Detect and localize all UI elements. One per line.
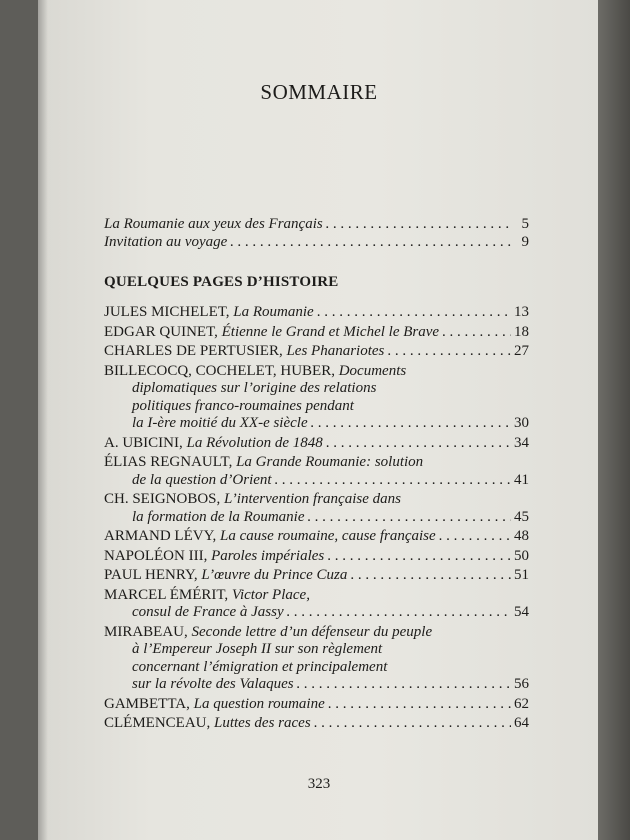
toc-work-title: La cause roumaine, cause française: [219, 528, 436, 544]
toc-page-number: 54: [514, 604, 529, 620]
toc-author: EDGAR QUINET,: [104, 323, 222, 340]
toc-entry-continuation: [104, 604, 529, 622]
toc-entry: [104, 715, 529, 733]
toc-entry: [104, 548, 529, 566]
toc-title: La Roumanie aux yeux des Français: [104, 216, 323, 232]
toc-entry-first-line: [104, 343, 529, 361]
toc-entry-first-line: [104, 491, 529, 509]
toc-entry-heading: [104, 324, 439, 342]
toc-work-title: Étienne le Grand et Michel le Brave: [221, 323, 440, 340]
toc-entry-continuation: [104, 509, 529, 527]
toc-entry-continuation: [104, 398, 529, 416]
toc-entry-heading: [104, 624, 432, 640]
toc-entry-first-line: [104, 324, 529, 342]
toc-author: NAPOLÉON III,: [104, 547, 212, 564]
toc-entry-first-line: [104, 587, 529, 605]
toc-entry-first-line: [104, 624, 529, 642]
toc-author: JULES MICHELET,: [104, 304, 234, 320]
toc-page-number: 50: [514, 547, 529, 564]
toc-work-title: L’intervention française dans: [224, 491, 401, 507]
toc-page-number: 56: [514, 676, 529, 692]
intro-list: [104, 216, 529, 251]
page-edge: [598, 0, 630, 840]
toc-entry-heading: [104, 715, 311, 733]
section-heading: QUELQUES PAGES D’HISTOIRE: [104, 274, 339, 290]
toc-work-title: Seconde lettre d’un défenseur du peuple: [191, 623, 433, 640]
toc-entry-first-line: [104, 715, 529, 733]
toc-entry: [104, 491, 529, 526]
toc-entry-continuation: [104, 415, 529, 433]
toc-author: BILLECOCQ, COCHELET, HUBER,: [104, 362, 339, 379]
toc-continuation-text: la formation de la Roumanie: [132, 508, 305, 525]
toc-page-number: 51: [514, 567, 529, 583]
toc-work-title: Paroles impériales: [211, 547, 325, 564]
toc-work-title: La Roumanie: [233, 304, 314, 320]
toc-entry-first-line: [104, 435, 529, 453]
dot-leader: [327, 548, 511, 566]
toc-entry: [104, 454, 529, 489]
toc-work-title: La Révolution de 1848: [186, 434, 323, 451]
toc-page-number: 9: [521, 233, 529, 250]
dot-leader: [311, 415, 511, 433]
toc-page-number: 27: [514, 343, 529, 359]
page-number: 323: [307, 776, 331, 792]
toc-entry-first-line: [104, 454, 529, 472]
toc-entry: [104, 304, 529, 322]
toc-continuation-text: la I-ère moitié du XX-e siècle: [132, 415, 308, 431]
toc-entry-heading: [104, 343, 384, 361]
dot-leader: [317, 304, 511, 322]
toc-author: PAUL HENRY,: [104, 567, 202, 583]
toc-continuation-text: de la question d’Orient: [132, 471, 272, 488]
toc-entry: [104, 567, 529, 585]
toc-work-title: L’œuvre du Prince Cuza: [201, 567, 348, 583]
toc-entry-heading: [104, 528, 436, 546]
toc-entry-first-line: [104, 528, 529, 546]
toc-entry: [104, 435, 529, 453]
toc-page-number: 48: [514, 528, 529, 544]
toc-work-title: Documents: [338, 362, 407, 379]
toc-author: ARMAND LÉVY,: [104, 528, 220, 544]
toc-entry-continuation: [104, 659, 529, 677]
toc-work-title: Luttes des races: [214, 715, 311, 731]
toc-author: MARCEL ÉMÉRIT,: [104, 586, 232, 603]
toc-entry: [104, 528, 529, 546]
toc-entry: [104, 324, 529, 342]
dot-leader: [314, 715, 511, 733]
toc-entry-continuation: [104, 641, 529, 659]
toc-entry-first-line: [104, 304, 529, 322]
toc-entry-heading: [104, 435, 323, 453]
toc-page-number: 45: [514, 508, 529, 525]
dot-leader: [387, 343, 511, 361]
dot-leader: [326, 435, 511, 453]
toc-page-number: 5: [521, 216, 529, 232]
dot-leader: [308, 509, 512, 527]
toc-author: CLÉMENCEAU,: [104, 715, 214, 731]
toc-entry-heading: [104, 548, 324, 566]
toc-page-number: 62: [514, 695, 529, 712]
toc-entry: [104, 624, 529, 694]
dot-leader: [297, 676, 511, 694]
toc-work-title: La question roumaine: [193, 695, 325, 712]
toc-entry-heading: [104, 491, 401, 507]
toc-entries: [104, 304, 529, 735]
toc-continuation-text: à l’Empereur Joseph II sur son règlement: [132, 641, 383, 657]
toc-entry-continuation: [104, 380, 529, 398]
toc-author: MIRABEAU,: [104, 623, 192, 640]
dot-leader: [439, 528, 511, 546]
toc-author: CHARLES DE PERTUSIER,: [104, 343, 287, 359]
dot-leader: [287, 604, 511, 622]
dot-leader: [328, 696, 511, 714]
toc-work-title: La Grande Roumanie: solution: [236, 454, 424, 470]
toc-page-number: 34: [514, 434, 529, 451]
toc-entry-first-line: [104, 548, 529, 566]
toc-row: [104, 234, 529, 252]
dot-leader: [350, 567, 511, 585]
toc-author: CH. SEIGNOBOS,: [104, 491, 225, 507]
toc-entry: [104, 696, 529, 714]
toc-entry-heading: [104, 587, 310, 603]
toc-entry-first-line: [104, 567, 529, 585]
dot-leader: [326, 216, 512, 234]
toc-page-number: 64: [514, 715, 529, 731]
dot-leader: [230, 234, 512, 252]
toc-continuation-text: diplomatiques sur l’origine des relations: [132, 380, 377, 396]
dot-leader: [442, 324, 511, 342]
toc-title: Invitation au voyage: [104, 233, 228, 250]
toc-entry-heading: [104, 696, 325, 714]
toc-entry-first-line: [104, 696, 529, 714]
toc-row: [104, 216, 529, 234]
toc-continuation-text: concernant l’émigration et principalement: [132, 658, 388, 675]
page-spine-shadow: [38, 0, 48, 840]
toc-entry-continuation: [104, 472, 529, 490]
page-title: SOMMAIRE: [260, 80, 378, 104]
dot-leader: [275, 472, 511, 490]
toc-page-number: 13: [514, 304, 529, 320]
toc-author: ÉLIAS REGNAULT,: [104, 454, 237, 470]
toc-entry: [104, 343, 529, 361]
toc-entry-heading: [104, 454, 423, 470]
toc-entry: [104, 587, 529, 622]
toc-author: GAMBETTA,: [104, 695, 194, 712]
toc-entry: [104, 363, 529, 433]
toc-author: A. UBICINI,: [104, 434, 187, 451]
toc-page-number: 41: [514, 471, 529, 488]
toc-entry-heading: [104, 363, 406, 379]
toc-entry-heading: [104, 304, 314, 322]
toc-work-title: Victor Place,: [231, 586, 310, 603]
toc-page-number: 18: [514, 323, 529, 340]
toc-page-number: 30: [514, 415, 529, 431]
toc-work-title: Les Phanariotes: [286, 343, 385, 359]
toc-entry-heading: [104, 567, 347, 585]
toc-entry-continuation: [104, 676, 529, 694]
toc-continuation-text: consul de France à Jassy: [132, 604, 284, 620]
toc-entry-first-line: [104, 363, 529, 381]
toc-continuation-text: sur la révolte des Valaques: [132, 676, 294, 692]
toc-continuation-text: politiques franco-roumaines pendant: [132, 397, 354, 414]
